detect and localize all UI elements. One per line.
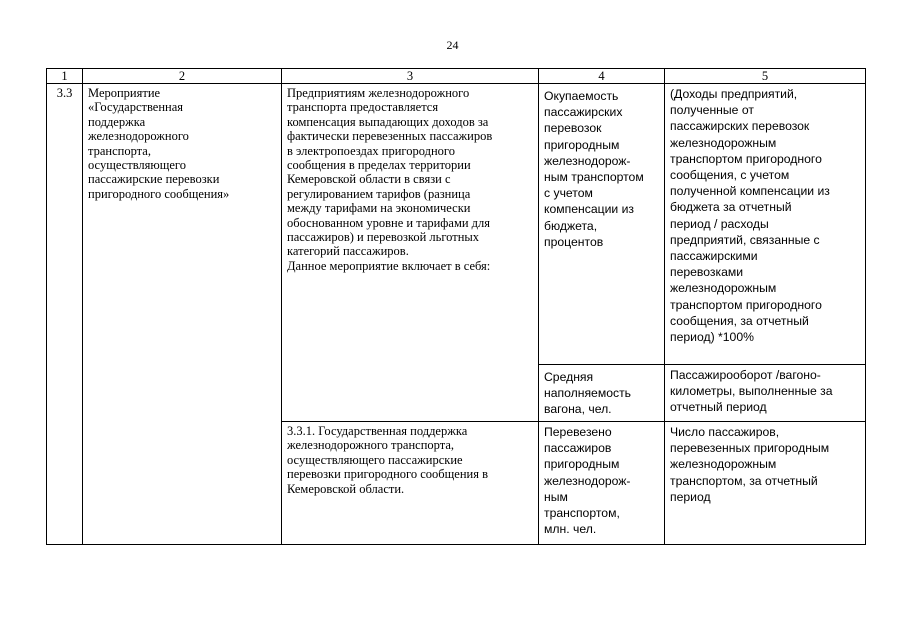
description-cell xyxy=(282,84,539,422)
measures-table xyxy=(46,68,866,545)
header-col-3: 3 xyxy=(282,69,539,84)
table-row xyxy=(47,84,866,365)
indicator-name-cell xyxy=(539,422,665,545)
indicator-name: Окупаемость пассажирских перевозок пригородным железнодорож- ным транспортом с учетом компенсации из бюджета, процентов xyxy=(544,89,644,249)
sub-event-description: 3.3.1. Государственная поддержка железнодорожного транспорта, осуществляющего пассажирские перевозки пригородного сообщения в Кемеровской области. xyxy=(287,424,488,496)
indicator-name: Средняя наполняемость вагона, чел. xyxy=(544,370,632,417)
indicator-formula: Число пассажиров, перевезенных пригородным железнодорожным транспортом, за отчетный период xyxy=(670,425,830,504)
indicator-formula-cell xyxy=(665,422,866,545)
indicator-name-cell xyxy=(539,84,665,365)
indicator-formula-cell xyxy=(665,365,866,422)
indicator-formula-cell xyxy=(665,84,866,365)
sub-description-cell xyxy=(282,422,539,545)
page-number: 24 xyxy=(446,38,459,52)
indicator-formula: Пассажирооборот /вагоно- километры, выполненные за отчетный период xyxy=(670,368,833,415)
header-col-2: 2 xyxy=(83,69,282,84)
indicator-formula: (Доходы предприятий, полученные от пассажирских перевозок железнодорожным транспортом пригородного сообщения, с учетом полученной компенсации из бюджета за отчетный период / расходы предприятий, связанные с пассажирскими перевозками железнодорожным транспортом пригородного сообщения, за отчетный период) *100% xyxy=(670,87,830,345)
indicator-name-cell xyxy=(539,365,665,422)
header-col-4: 4 xyxy=(539,69,665,84)
indicator-name: Перевезено пассажиров пригородным железнодорож- ным транспортом, млн. чел. xyxy=(544,425,631,537)
header-col-1: 1 xyxy=(47,69,83,84)
event-cell xyxy=(83,84,282,545)
event-description: Предприятиям железнодорожного транспорта предоставляется компенсация выпадающих доходов за фактически перевезенных пассажиров в электропоездах пригородного сообщения в пределах территории Кемеровской области в связи с регулированием тарифов (разница между тарифами на экономически обоснованном уровне и тарифами для пассажиров) и перевозкой льготных категорий пассажиров. Данное мероприятие включает в себя: xyxy=(287,86,493,273)
header-col-5: 5 xyxy=(665,69,866,84)
row-number: 3.3 xyxy=(56,86,73,100)
event-name: Мероприятие «Государственная поддержка железнодорожного транспорта, осуществляющего пассажирские перевозки пригородного сообщения» xyxy=(88,86,230,201)
table-header-row xyxy=(47,69,866,84)
row-number-cell xyxy=(47,84,83,545)
